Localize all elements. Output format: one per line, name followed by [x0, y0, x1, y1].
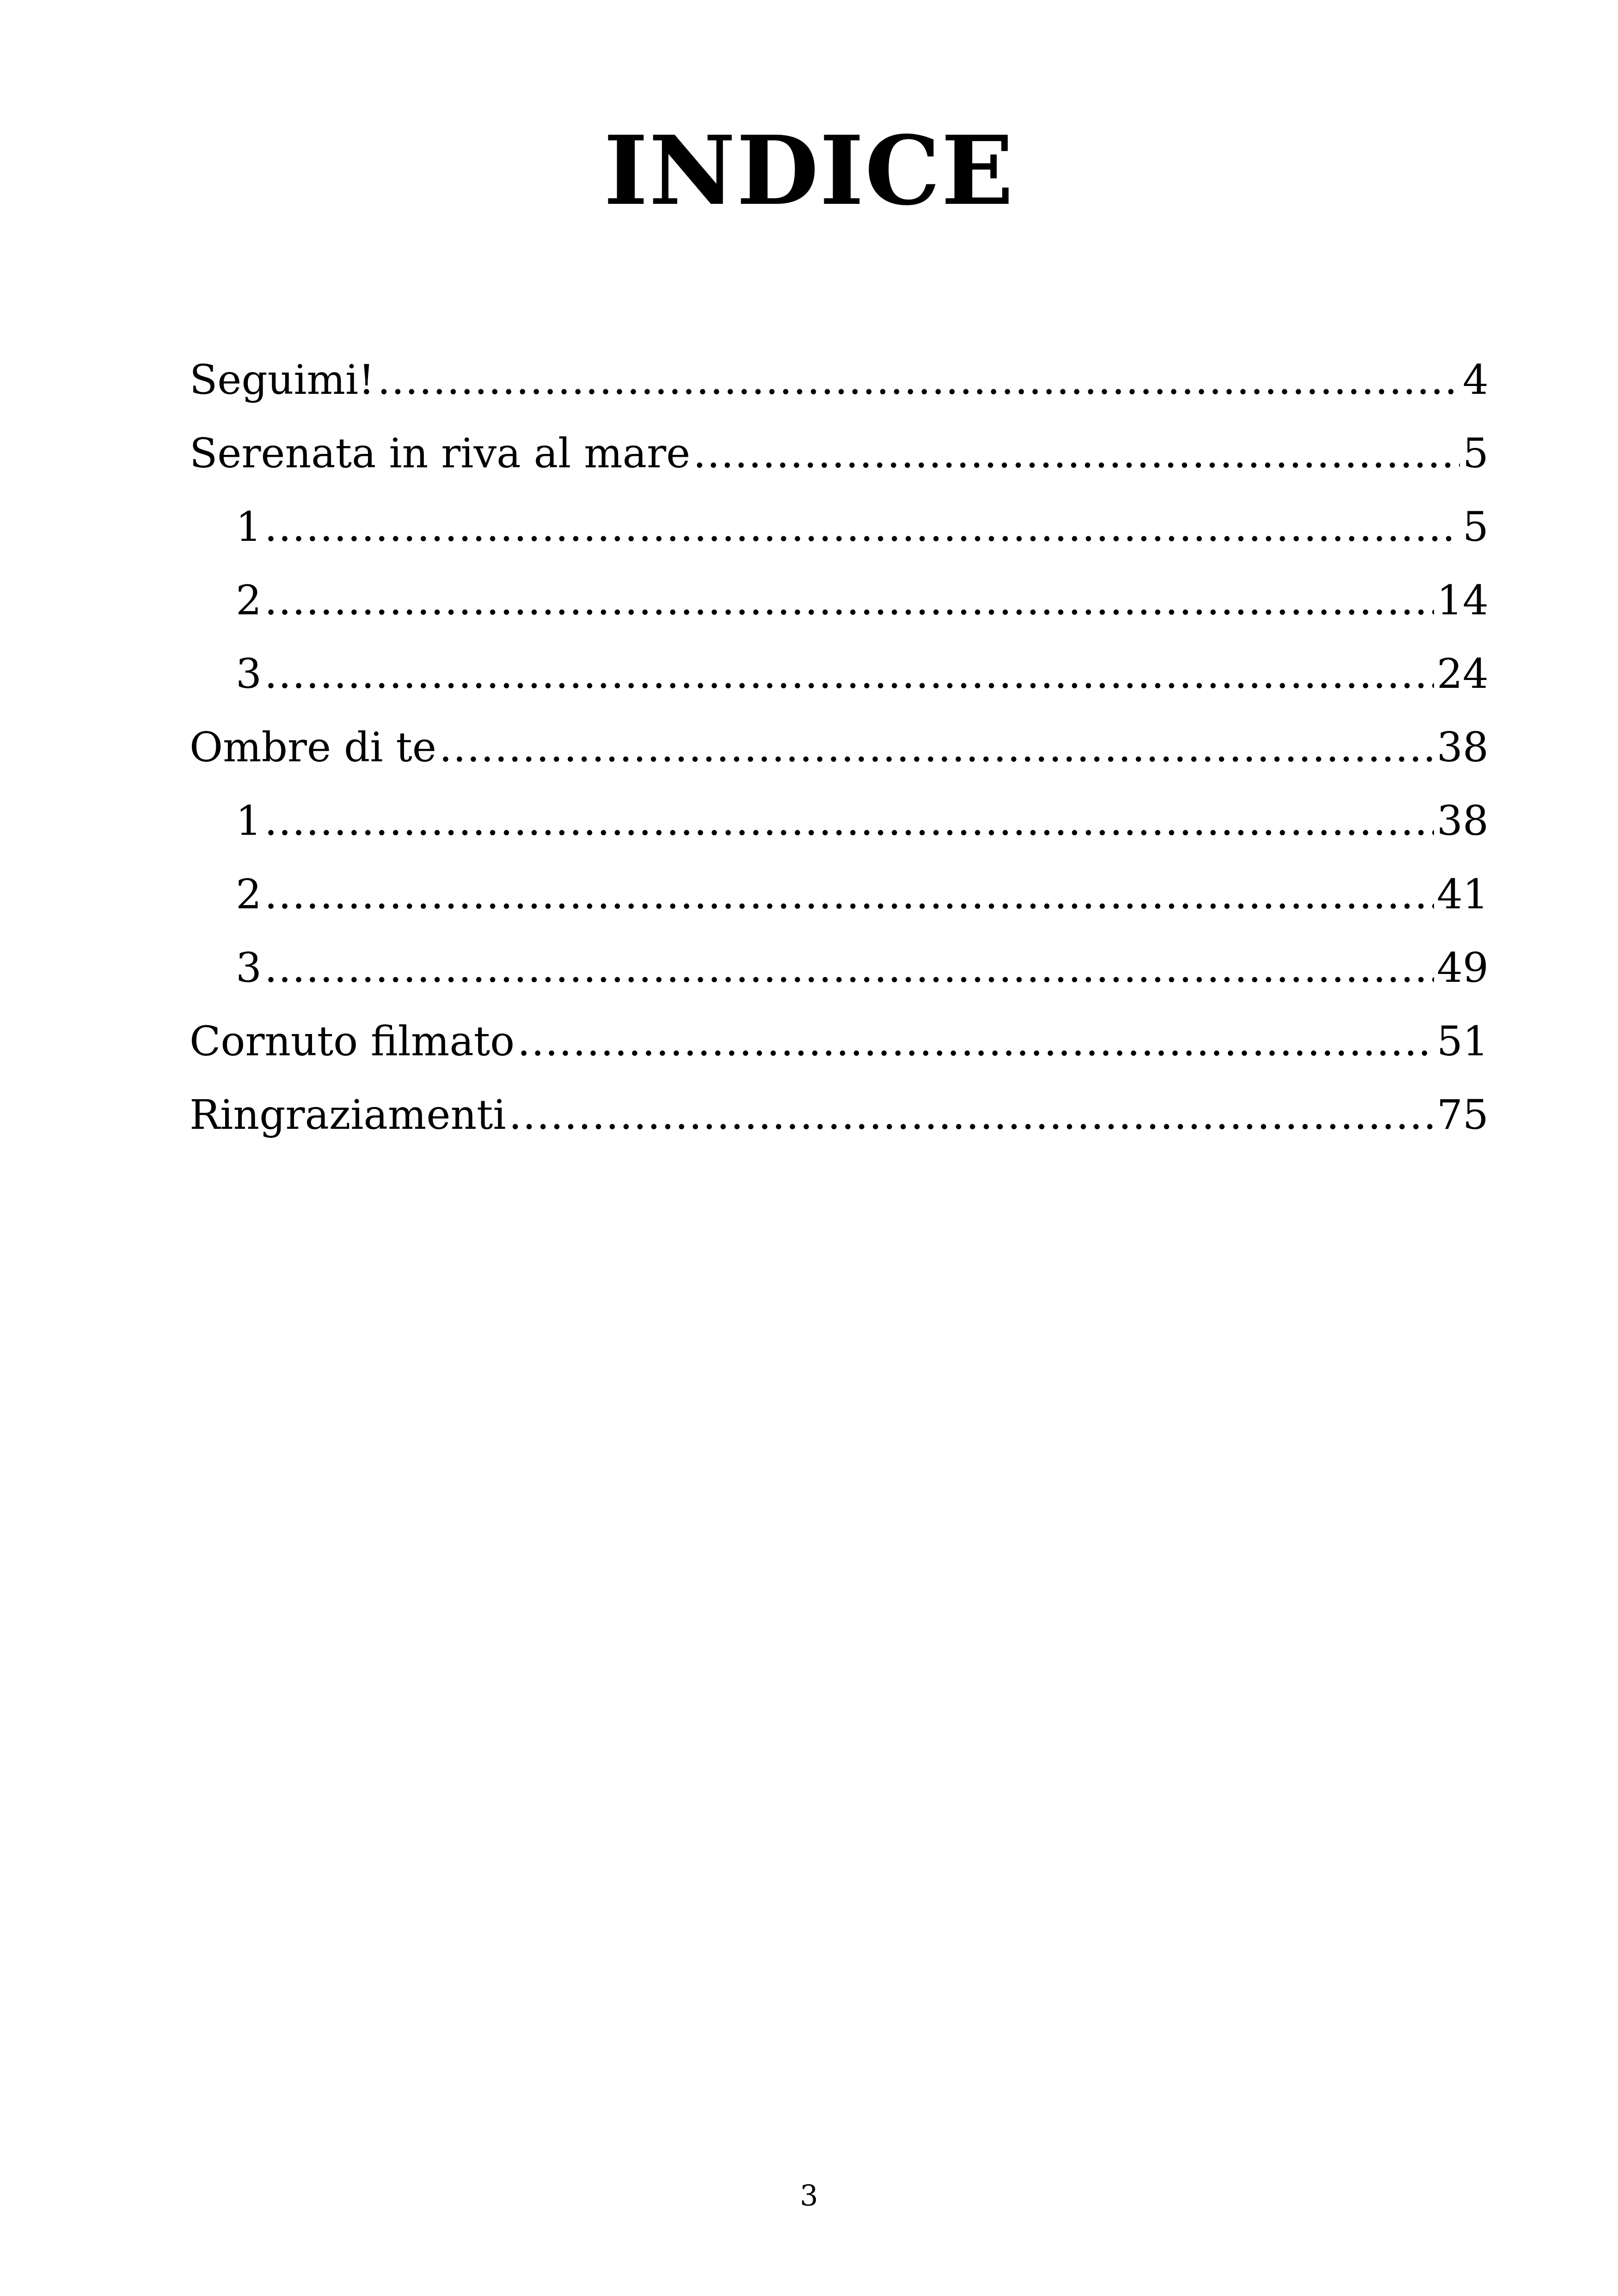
toc-entry-page: 5 — [1463, 429, 1489, 477]
dot-leader — [264, 490, 1460, 563]
toc-entry-page: 75 — [1437, 1091, 1489, 1139]
dot-leader — [264, 857, 1434, 931]
dot-leader — [377, 343, 1460, 416]
toc-entry-ombre-2[interactable] — [190, 857, 1489, 931]
dot-leader — [264, 637, 1434, 710]
toc-entry-title: 3 — [236, 650, 262, 698]
toc-entry-ombre-di-te[interactable] — [190, 710, 1489, 784]
dot-leader — [693, 416, 1460, 490]
toc-entry-page: 38 — [1437, 723, 1489, 771]
toc-entry-ombre-1[interactable] — [190, 784, 1489, 857]
dot-leader — [517, 1004, 1434, 1078]
toc-entry-page: 38 — [1437, 797, 1489, 845]
dot-leader — [264, 784, 1434, 857]
toc-entry-page: 41 — [1437, 870, 1489, 918]
page-number: 3 — [800, 2179, 818, 2212]
toc-entry-cornuto-filmato[interactable] — [190, 1004, 1489, 1078]
toc-entry-title: Seguimi! — [190, 356, 375, 404]
toc-entry-title: Cornuto filmato — [190, 1017, 515, 1065]
toc-entry-title: 1 — [236, 503, 262, 551]
dot-leader — [264, 931, 1434, 1004]
toc-entry-page: 5 — [1463, 503, 1489, 551]
dot-leader — [264, 563, 1434, 637]
dot-leader — [509, 1078, 1434, 1151]
toc-entry-page: 24 — [1437, 650, 1489, 698]
toc-entry-serenata-2[interactable] — [190, 563, 1489, 637]
toc-entry-seguimi[interactable] — [190, 343, 1489, 416]
toc-entry-title: 2 — [236, 870, 262, 918]
toc-entry-title: 1 — [236, 797, 262, 845]
page-title: INDICE — [603, 116, 1015, 227]
toc-entry-serenata-1[interactable] — [190, 490, 1489, 563]
toc-entry-title: 2 — [236, 576, 262, 624]
toc-entry-page: 49 — [1437, 944, 1489, 992]
toc-entry-ringraziamenti[interactable] — [190, 1078, 1489, 1151]
toc-entry-serenata-3[interactable] — [190, 637, 1489, 710]
toc-entry-title: 3 — [236, 944, 262, 992]
dot-leader — [439, 710, 1434, 784]
toc-entry-page: 4 — [1463, 356, 1489, 404]
toc-entry-title: Ombre di te — [190, 723, 436, 771]
toc-entry-ombre-3[interactable] — [190, 931, 1489, 1004]
toc-entry-title: Serenata in riva al mare — [190, 429, 691, 477]
toc-entry-title: Ringraziamenti — [190, 1091, 506, 1139]
toc-entry-page: 51 — [1437, 1017, 1489, 1065]
table-of-contents — [190, 343, 1489, 1151]
toc-entry-page: 14 — [1437, 576, 1489, 624]
toc-entry-serenata[interactable] — [190, 416, 1489, 490]
